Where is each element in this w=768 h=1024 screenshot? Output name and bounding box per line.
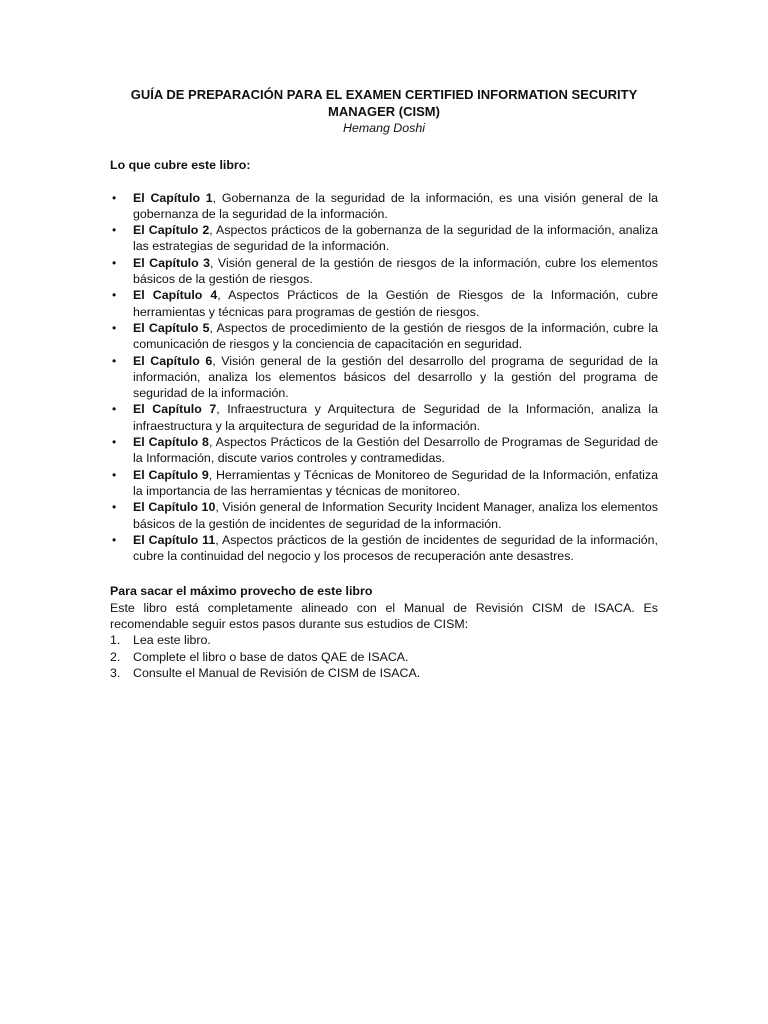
bullet-icon: • — [112, 223, 117, 238]
chapter-description: , Herramientas y Técnicas de Monitoreo de Seguridad de la Información, enfatiza la importancia de las herramientas y técnicas de monitoreo. — [133, 467, 658, 498]
bullet-icon: • — [112, 288, 117, 303]
bullet-icon: • — [112, 467, 117, 482]
chapter-description: , Infraestructura y Arquitectura de Seguridad de la Información, analiza la infraestructura y la arquitectura de seguridad de la información. — [133, 402, 659, 433]
chapter-label: El Capítulo 3 — [133, 255, 211, 270]
step-number: 2. — [110, 649, 121, 664]
chapter-item — [110, 287, 658, 320]
chapter-label: El Capítulo 5 — [133, 320, 210, 335]
chapter-description: , Aspectos prácticos de la gobernanza de la seguridad de la información, analiza las estrategias de seguridad de la información. — [133, 223, 658, 254]
chapter-label: El Capítulo 9 — [133, 467, 209, 482]
bullet-icon: • — [112, 255, 117, 270]
chapter-item — [110, 222, 658, 255]
chapter-description: , Aspectos de procedimiento de la gestión de riesgos de la información, cubre la comunicación de riesgos y la conciencia de capacitación en seguridad. — [133, 320, 659, 352]
chapter-label: El Capítulo 2 — [133, 223, 210, 238]
coverage-heading: Lo que cubre este libro: — [110, 158, 251, 173]
chapter-label: El Capítulo 10 — [133, 500, 216, 515]
chapter-item — [110, 190, 658, 223]
steps-list — [110, 632, 658, 681]
chapter-label: El Capítulo 4 — [133, 288, 218, 303]
chapter-label: El Capítulo 7 — [133, 402, 217, 417]
step-item — [110, 632, 658, 648]
step-text: Complete el libro o base de datos QAE de ISACA. — [133, 649, 409, 664]
chapter-item — [110, 401, 658, 434]
step-item — [110, 649, 658, 665]
usage-heading: Para sacar el máximo provecho de este libro — [110, 584, 373, 599]
chapter-label: El Capítulo 8 — [133, 435, 209, 450]
document-title: GUÍA DE PREPARACIÓN PARA EL EXAMEN CERTIFIED INFORMATION SECURITY MANAGER (CISM) — [130, 87, 638, 119]
chapter-description: , Aspectos prácticos de la gestión de incidentes de seguridad de la información, cubre la continuidad del negocio y los procesos de recuperación ante desastres. — [133, 532, 658, 564]
chapter-item — [110, 255, 658, 288]
chapter-description: , Visión general de la gestión de riesgos de la información, cubre los elementos básicos de la gestión de riesgos. — [133, 255, 658, 287]
chapter-label: El Capítulo 11 — [133, 532, 216, 547]
chapter-item — [110, 532, 658, 565]
bullet-icon: • — [112, 532, 117, 547]
chapter-item — [110, 467, 658, 500]
bullet-icon: • — [112, 353, 117, 368]
bullet-icon: • — [112, 190, 117, 205]
document-author: Hemang Doshi — [343, 121, 425, 135]
bullet-icon: • — [112, 500, 117, 515]
step-item — [110, 665, 658, 681]
chapter-label: El Capítulo 1 — [133, 190, 213, 205]
chapter-item — [110, 353, 658, 402]
chapter-description: , Visión general de la gestión del desarrollo del programa de seguridad de la información, analiza los elementos básicos del desarrollo y la gestión del programa de seguridad de la información. — [133, 353, 658, 401]
chapter-description: , Aspectos Prácticos de la Gestión del Desarrollo de Programas de Seguridad de la Información, discute varios controles y contramedidas. — [133, 435, 658, 466]
chapter-item — [110, 434, 658, 467]
chapter-description: , Gobernanza de la seguridad de la información, es una visión general de la gobernanza de la seguridad de la información. — [133, 190, 658, 221]
chapter-item — [110, 499, 658, 532]
chapter-list — [110, 190, 658, 565]
chapter-description: , Visión general de Information Security Incident Manager, analiza los elementos básicos de la gestión de incidentes de seguridad de la información. — [133, 500, 658, 531]
bullet-icon: • — [112, 402, 117, 417]
usage-text: Este libro está completamente alineado con el Manual de Revisión CISM de ISACA. Es recomendable seguir estos pasos durante sus estudios de CISM: — [110, 600, 658, 632]
chapter-label: El Capítulo 6 — [133, 353, 213, 368]
chapter-item — [110, 320, 658, 353]
step-text: Lea este libro. — [133, 633, 211, 648]
step-number: 3. — [110, 665, 121, 680]
bullet-icon: • — [112, 320, 117, 335]
step-text: Consulte el Manual de Revisión de CISM de ISACA. — [133, 665, 421, 680]
step-number: 1. — [110, 633, 121, 648]
chapter-description: , Aspectos Prácticos de la Gestión de Riesgos de la Información, cubre herramientas y técnicas para programas de gestión de riesgos. — [133, 288, 658, 319]
bullet-icon: • — [112, 435, 117, 450]
document-page — [110, 86, 658, 681]
